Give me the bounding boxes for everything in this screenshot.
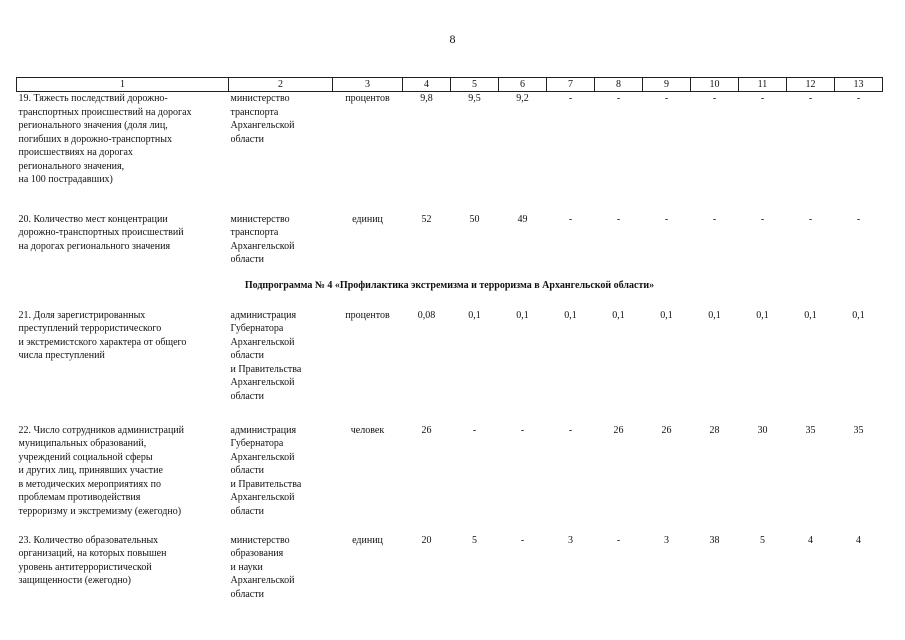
indicator-value: 3 [568, 534, 573, 546]
indicator-value: 5 [760, 534, 765, 546]
indicator-value: - [520, 424, 525, 436]
indicator-value: 0,1 [564, 309, 577, 321]
indicator-value: - [808, 93, 813, 104]
indicator-value: - [760, 213, 765, 225]
indicator-value: - [568, 213, 573, 225]
column-header: 7 [547, 78, 595, 92]
column-header: 13 [835, 78, 883, 92]
table-row [17, 213, 883, 279]
indicator-value: - [712, 213, 717, 225]
table-row [17, 309, 883, 424]
indicator-value: 9,5 [468, 93, 481, 104]
indicator-unit: процентов [345, 93, 390, 104]
indicator-executor: администрация Губернатора Архангельской области и Правительства Архангельской области [230, 424, 302, 517]
subprogram-title: Подпрограмма № 4 «Профилактика экстремизма и терроризма в Архангельской области» [244, 279, 655, 291]
indicator-value: - [760, 93, 765, 104]
indicator-executor: администрация Губернатора Архангельской области и Правительства Архангельской области [230, 309, 302, 402]
indicator-name: 22. Число сотрудников администраций муниципальных образований, учреждений социальной сферы и других лиц, принявших участие в методических мероприятиях по проблемам противодействия терроризму и экстремизму (ежегодно) [18, 424, 185, 517]
indicator-value: 26 [613, 424, 624, 436]
indicator-value: - [712, 93, 717, 104]
column-header: 3 [333, 78, 403, 92]
indicator-value: 35 [805, 424, 816, 436]
indicator-value: - [520, 534, 525, 546]
header-row [17, 78, 883, 92]
column-header: 5 [451, 78, 499, 92]
indicator-value: - [616, 213, 621, 225]
column-header: 6 [499, 78, 547, 92]
indicator-value: - [568, 424, 573, 436]
indicator-value: - [808, 213, 813, 225]
column-header: 1 [17, 78, 229, 92]
indicator-value: - [472, 424, 477, 436]
indicator-value: 0,1 [804, 309, 817, 321]
column-header: 9 [643, 78, 691, 92]
indicator-value: 0,1 [756, 309, 769, 321]
column-header: 11 [739, 78, 787, 92]
indicator-value: - [664, 93, 669, 104]
indicator-value: 9,2 [516, 93, 529, 104]
indicator-value: 0,1 [516, 309, 529, 321]
indicator-value: - [616, 534, 621, 546]
indicator-value: 0,1 [468, 309, 481, 321]
indicator-value: 38 [709, 534, 720, 546]
indicator-value: 0,1 [852, 309, 865, 321]
indicator-value: 49 [517, 213, 528, 225]
column-header: 4 [403, 78, 451, 92]
subprogram-row [17, 279, 883, 309]
column-header: 8 [595, 78, 643, 92]
indicator-value: 0,1 [660, 309, 673, 321]
indicator-value: 0,08 [417, 309, 436, 321]
table-row [17, 92, 883, 213]
indicator-value: 0,1 [612, 309, 625, 321]
column-header: 12 [787, 78, 835, 92]
indicator-value: 52 [421, 213, 432, 225]
indicator-name: 20. Количество мест концентрации дорожно-транспортных происшествий на дорогах регионального значения [18, 213, 184, 252]
indicator-executor: министерство транспорта Архангельской области [230, 213, 295, 265]
indicator-value: - [568, 93, 573, 104]
indicator-value: 30 [757, 424, 768, 436]
indicator-value: 28 [709, 424, 720, 436]
page-number: 8 [449, 32, 456, 46]
indicators-table [16, 77, 883, 606]
indicator-executor: министерство образования и науки Архангельской области [230, 534, 295, 600]
indicator-name: 19. Тяжесть последствий дорожно- транспортных происшествий на дорогах регионального значения (доля лиц, погибших в дорожно-транспортных происшествиях на дорогах регионального значения, на 100 пострадавших) [18, 93, 192, 185]
indicator-unit: человек [350, 424, 385, 436]
indicator-value: 26 [421, 424, 432, 436]
indicator-value: - [616, 93, 621, 104]
indicator-value: 0,1 [708, 309, 721, 321]
indicator-name: 21. Доля зарегистрированных преступлений террористического и экстремистского характера от общего числа преступлений [18, 309, 187, 361]
indicator-value: 26 [661, 424, 672, 436]
indicator-value: 20 [421, 534, 432, 546]
indicator-value: - [856, 213, 861, 225]
column-header: 2 [229, 78, 333, 92]
indicator-value: 4 [808, 534, 813, 546]
indicator-value: 9,8 [420, 93, 433, 104]
indicator-unit: единиц [352, 213, 383, 225]
indicator-value: - [664, 213, 669, 225]
indicator-value: 35 [853, 424, 864, 436]
indicator-unit: единиц [352, 534, 383, 546]
indicator-value: 50 [469, 213, 480, 225]
indicator-name: 23. Количество образовательных организаций, на которых повышен уровень антитеррористической защищенности (ежегодно) [18, 534, 167, 586]
table-row [17, 424, 883, 534]
indicator-value: 3 [664, 534, 669, 546]
indicator-executor: министерство транспорта Архангельской области [230, 93, 295, 145]
indicator-value: 5 [472, 534, 477, 546]
indicator-unit: процентов [345, 309, 390, 321]
indicator-value: 4 [856, 534, 861, 546]
table-row [17, 534, 883, 606]
column-header: 10 [691, 78, 739, 92]
indicator-value: - [856, 93, 861, 104]
